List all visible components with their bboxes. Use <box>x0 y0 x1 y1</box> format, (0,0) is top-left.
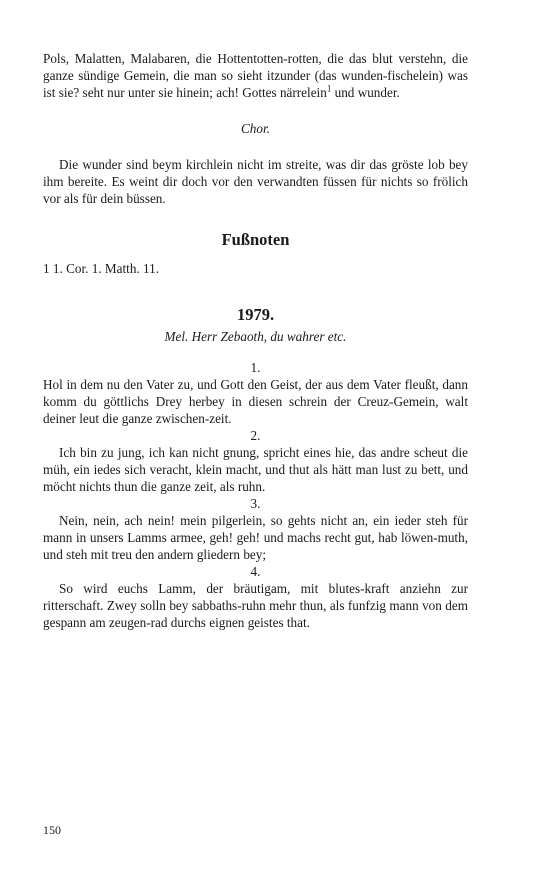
hymn-melody: Mel. Herr Zebaoth, du wahrer etc. <box>164 329 347 344</box>
top-paragraph-tail: und wunder. <box>331 85 400 100</box>
footnotes-heading: Fußnoten <box>221 230 290 249</box>
chorus-text: Die wunder sind beym kirchlein nicht im streite, was dir das gröste lob bey ihm bereite. Es weint dir doch vor den verwandten füssen für nichts so frölich vor als für dein büssen. <box>43 157 468 206</box>
verse-3 <box>43 495 468 563</box>
verse-text: So wird euchs Lamm, der bräutigam, mit blutes-kraft anziehn zur ritterschaft. Zwey solln bey sabbaths-ruhn mehr thun, als funfzig mann von dem gespann am zeugen-rad durchs eignen geistes that. <box>43 581 468 630</box>
page-body <box>43 50 468 631</box>
verse-4 <box>43 563 468 631</box>
footnote-item: 1 1. Cor. 1. Matth. 11. <box>43 261 160 276</box>
chorus-label: Chor. <box>241 121 270 136</box>
verse-text: Nein, nein, ach nein! mein pilgerlein, so gehts nicht an, ein ieder steh für mann in unsers Lamms armee, geh! geh! und machs recht gut, hab löwen-muth, und steh mit treu den andern gliedern bey; <box>43 513 468 562</box>
verse-number: 3. <box>250 496 261 511</box>
verse-number: 4. <box>250 564 261 579</box>
top-paragraph-text: Pols, Malatten, Malabaren, die Hottentotten-rotten, die das blut verstehn, die ganze sündige Gemein, die man so sieht itzunder (das wunden-fischelein) was ist sie? seht nur unter sie hinein; ach! Gottes närrelein <box>43 51 468 100</box>
verse-number: 1. <box>250 360 261 375</box>
verse-text: Hol in dem nu den Vater zu, und Gott den Geist, der aus dem Vater fleußt, dann komm du göttlichs Drey herbey in diesen schrein der Creuz-Gemein, walt deiner leut die ganze zwischen-zeit. <box>43 377 468 426</box>
verse-1 <box>43 359 468 427</box>
verse-2 <box>43 427 468 495</box>
hymn-number: 1979. <box>236 305 275 324</box>
verse-text: Ich bin zu jung, ich kan nicht gnung, spricht eines hie, das andre scheut die müh, ein iedes sich veracht, klein macht, und thut als hätt man lust zu bett, und möcht nichts thun die ganze zeit, als ruhn. <box>43 445 468 494</box>
footnote-reference[interactable]: 1 <box>326 83 332 94</box>
page-number: 150 <box>43 823 61 837</box>
verse-number: 2. <box>250 428 261 443</box>
top-paragraph <box>43 50 468 101</box>
